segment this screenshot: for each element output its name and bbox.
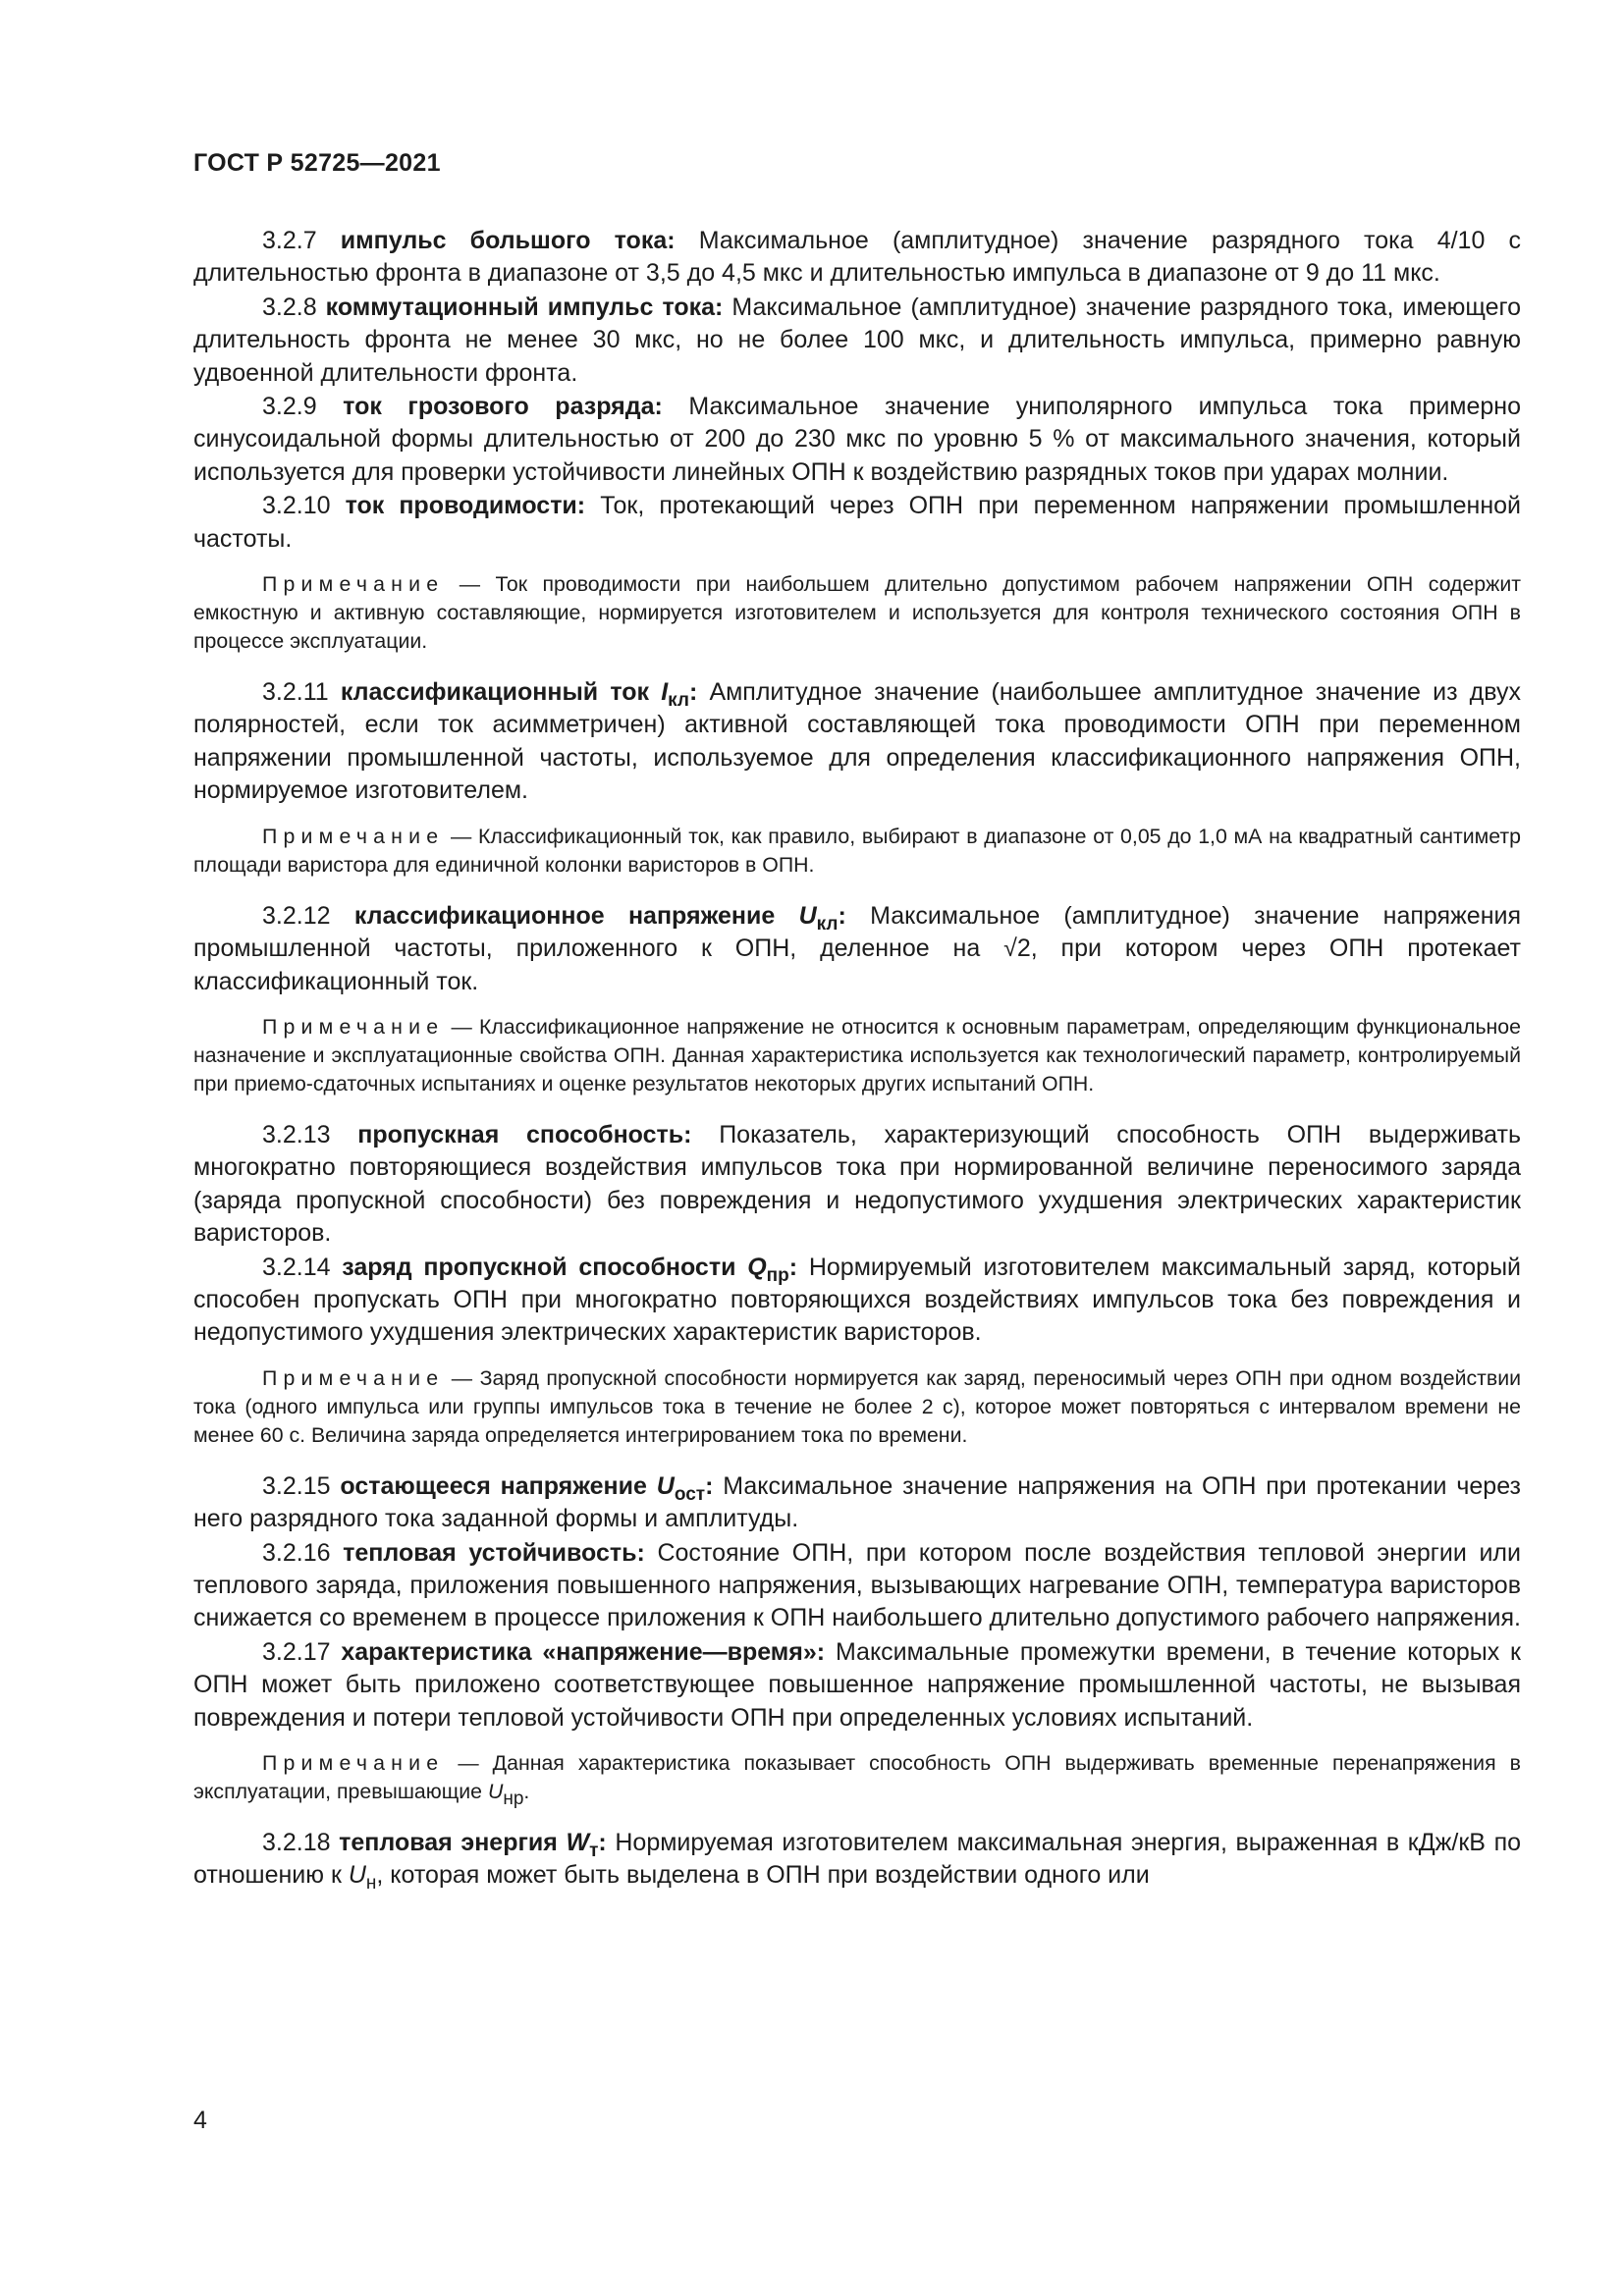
definition-3-2-14 xyxy=(193,1252,1521,1350)
clause-number: 3.2.15 xyxy=(262,1471,331,1500)
term: коммутационный импульс тока: xyxy=(325,293,724,321)
term: классификационное напряжение $U_{кл}$: xyxy=(353,901,846,934)
definition-text: Показатель, характеризующий способность ОПН выдерживать многократно повторяющиеся воздействия импульсов тока при нормированной величине переносимого заряда (заряда пропускной способности) без повреждения и недопустимого ухудшения электрических характеристик варисторов. xyxy=(193,1120,1522,1248)
note-label: Примечание xyxy=(262,1014,445,1039)
sqrt-two: √2 xyxy=(1003,934,1031,963)
definition-text: Максимальное (амплитудное) значение напряжения промышленной частоты, приложенного к ОПН, деленное на xyxy=(193,901,1522,963)
definition-3-2-7 xyxy=(193,225,1521,291)
definition-3-2-9 xyxy=(193,391,1521,489)
symbol-subscript: кл xyxy=(816,913,839,934)
term: остающееся напряжение $U_{ост}$: xyxy=(340,1471,714,1505)
note-label: Примечание xyxy=(262,824,445,848)
symbol-subscript: пр xyxy=(766,1264,789,1286)
note-3-2-12: Примечание — Классификационное напряжение не относится к основным параметрам, определяющим функциональное назначение и эксплуатационные свойства ОПН. Данная характеристика используется как технологический параметр, контролируемый при приемо-сдаточных испытаниях и оценке результатов некоторых других испытаний ОПН. xyxy=(193,1014,1521,1095)
definition-3-2-12 xyxy=(193,900,1521,998)
definition-3-2-11 xyxy=(193,676,1521,808)
definition-text: Ток, протекающий через ОПН при переменном напряжении промышленной частоты. xyxy=(193,492,1522,553)
definition-text: Максимальное значение униполярного импульса тока примерно синусоидальной формы длительностью от 200 до 230 мкс по уровню 5 % от максимального значения, который используется для проверки устойчивости линейных ОПН к воздействию разрядных токов при ударах молнии. xyxy=(193,393,1521,486)
clause-number: 3.2.12 xyxy=(262,901,331,930)
clause-number: 3.2.13 xyxy=(262,1120,331,1148)
definition-text: Нормируемая изготовителем максимальная энергия, выраженная в кДж/кВ по отношению к xyxy=(193,1829,1522,1890)
definition-text: Максимальное значение напряжения на ОПН при протекании через него разрядного тока заданной формы и амплитуды. xyxy=(193,1471,1522,1533)
note-text: Классификационный ток, как правило, выбирают в диапазоне от 0,05 до 1,0 мА на квадратный сантиметр площади варистора для единичной колонки варисторов в ОПН. xyxy=(193,824,1521,877)
symbol-subscript: т xyxy=(589,1841,599,1861)
definition-3-2-17 xyxy=(193,1636,1521,1735)
note-label: Примечание xyxy=(262,1751,445,1775)
note-3-2-14: Примечание — Заряд пропускной способности нормируется как заряд, переносимый через ОПН при одном воздействии тока (одного импульса или группы импульсов тока в течение не более 2 с), которое может повторяться с интервалом времени не менее 60 с. Величина заряда определяется интегрированием тока по времени. xyxy=(193,1365,1521,1447)
note-3-2-10: Примечание — Ток проводимости при наибольшем длительно допустимом рабочем напряжении ОПН содержит емкостную и активную составляющие, нормируется изготовителем и используется для контроля технического состояния ОПН в процессе эксплуатации. xyxy=(193,572,1521,654)
definition-3-2-15 xyxy=(193,1470,1521,1536)
term: тепловая устойчивость: xyxy=(343,1538,645,1567)
note-text: Ток проводимости при наибольшем длительно допустимом рабочем напряжении ОПН содержит емкостную и активную составляющие, нормируется изготовителем и используется для контроля технического состояния ОПН в процессе эксплуатации. xyxy=(193,572,1521,654)
clause-number: 3.2.14 xyxy=(262,1253,331,1281)
clause-number: 3.2.8 xyxy=(262,293,317,321)
symbol: U xyxy=(656,1471,675,1500)
clause-number: 3.2.7 xyxy=(262,227,317,254)
clause-number: 3.2.18 xyxy=(262,1829,331,1856)
symbol-subscript: н xyxy=(365,1873,377,1895)
page-number: 4 xyxy=(193,2107,207,2134)
clause-number: 3.2.10 xyxy=(262,492,331,520)
symbol: Q xyxy=(747,1253,767,1281)
term: заряд пропускной способности $Q_{пр}$: xyxy=(342,1253,798,1286)
note-3-2-17: Примечание — Данная характеристика показывает способность ОПН выдерживать временные перенапряжения в эксплуатации, превышающие $U_{нр}$. xyxy=(193,1751,1521,1809)
term: тепловая энергия $W_т$: xyxy=(339,1829,607,1861)
definition-3-2-8 xyxy=(193,292,1521,390)
term: пропускная способность: xyxy=(357,1120,692,1148)
symbol: U xyxy=(487,1780,504,1803)
symbol: W xyxy=(566,1829,590,1856)
document-header: ГОСТ Р 52725—2021 xyxy=(193,149,441,177)
term: характеристика «напряжение—время»: xyxy=(341,1637,826,1666)
definition-text-cont: , при котором через ОПН протекает классификационный ток. xyxy=(193,934,1521,995)
term: классификационный ток $I_{кл}$: xyxy=(340,678,698,712)
note-text: Данная характеристика показывает способность ОПН выдерживать временные перенапряжения в эксплуатации, превышающие xyxy=(193,1751,1521,1803)
symbol: U xyxy=(348,1861,366,1890)
definition-3-2-18 xyxy=(193,1827,1521,1893)
note-label: Примечание xyxy=(262,572,445,597)
definition-text: Максимальные промежутки времени, в течение которых к ОПН может быть приложено соответствующее повышенное напряжение промышленной частоты, не вызывая повреждения и потери тепловой устойчивости ОПН при определенных условиях испытаний. xyxy=(193,1637,1521,1732)
symbol: U xyxy=(798,901,817,930)
note-label: Примечание xyxy=(262,1365,445,1390)
definition-text: Максимальное (амплитудное) значение разрядного тока, имеющего длительность фронта не менее 30 мкс, но не более 100 мкс, и длительность импульса, примерно равную удвоенной длительности фронта. xyxy=(193,293,1521,387)
definition-3-2-16 xyxy=(193,1537,1521,1635)
symbol-subscript: нр xyxy=(503,1789,524,1809)
symbol-subscript: кл xyxy=(668,690,689,712)
symbol: I xyxy=(661,678,669,707)
note-text: Заряд пропускной способности нормируется как заряд, переносимый через ОПН при одном воздействии тока (одного импульса или группы импульсов тока в течение не более 2 с), которое может повторяться с интервалом времени не менее 60 с. Величина заряда определяется интегрированием тока по времени. xyxy=(193,1365,1521,1447)
note-3-2-11: Примечание — Классификационный ток, как правило, выбирают в диапазоне от 0,05 до 1,0 мА на квадратный сантиметр площади варистора для единичной колонки варисторов в ОПН. xyxy=(193,824,1521,877)
definition-text: Амплитудное значение (наибольшее амплитудное значение из двух полярностей, если ток асимметричен) активной составляющей тока проводимости ОПН при переменном напряжении промышленной частоты, используемое для определения классификационного напряжения ОПН, нормируемое изготовителем. xyxy=(193,678,1521,805)
symbol-subscript: ост xyxy=(674,1483,706,1505)
definition-text: Состояние ОПН, при котором после воздействия тепловой энергии или теплового заряда, приложения повышенного напряжения, вызывающих нагревание ОПН, температура варисторов снижается со временем в процессе приложения к ОПН наибольшего длительно допустимого рабочего напряжения. xyxy=(193,1538,1522,1632)
definition-text-cont: , которая может быть выделена в ОПН при воздействии одного или xyxy=(376,1861,1150,1890)
clause-number: 3.2.17 xyxy=(262,1637,331,1666)
clause-number: 3.2.11 xyxy=(262,678,329,707)
definition-3-2-13 xyxy=(193,1119,1521,1251)
definition-text: Нормируемый изготовителем максимальный заряд, который способен пропускать ОПН при многократно повторяющихся воздействиях импульсов тока без повреждения и недопустимого ухудшения электрических характеристик варисторов. xyxy=(193,1253,1522,1347)
note-text: Классификационное напряжение не относится к основным параметрам, определяющим функциональное назначение и эксплуатационные свойства ОПН. Данная характеристика используется как технологический параметр, контролируемый при приемо-сдаточных испытаниях и оценке результатов некоторых других испытаний ОПН. xyxy=(193,1014,1521,1095)
clause-number: 3.2.9 xyxy=(262,393,317,421)
definition-text: Максимальное (амплитудное) значение разрядного тока 4/10 с длительностью фронта в диапазоне от 3,5 до 4,5 мкс и длительностью импульса в диапазоне от 9 до 11 мкс. xyxy=(193,227,1522,288)
document-body xyxy=(193,224,1521,1893)
term: ток грозового разряда: xyxy=(343,393,663,421)
definition-3-2-10 xyxy=(193,490,1521,556)
term: импульс большого тока: xyxy=(340,227,676,254)
term: ток проводимости: xyxy=(345,492,586,520)
clause-number: 3.2.16 xyxy=(262,1538,331,1567)
